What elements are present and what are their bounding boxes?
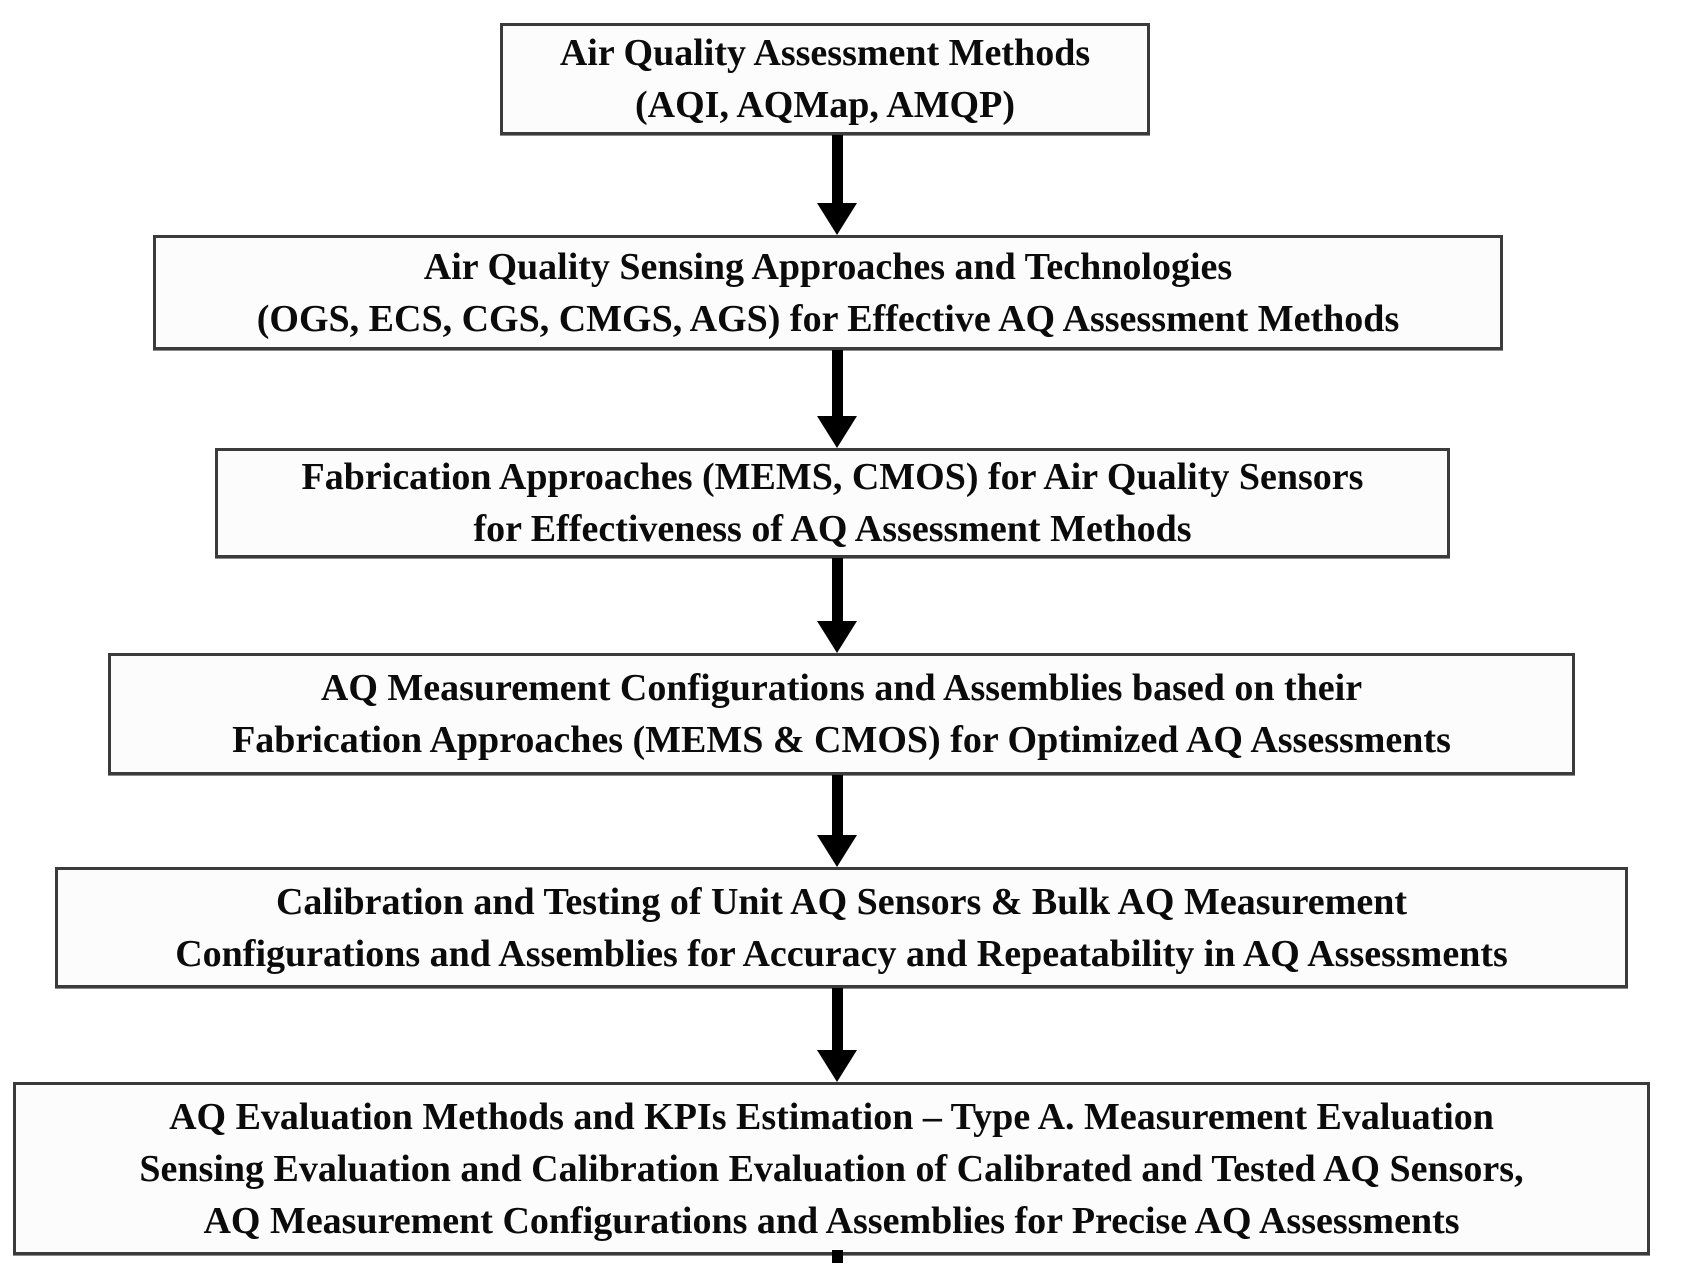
arrow-head-icon — [817, 203, 857, 235]
flow-arrow-1 — [817, 135, 857, 235]
flow-node-calibration-and-testing — [55, 867, 1628, 988]
arrow-shaft — [832, 775, 843, 841]
flow-node-aq-sensing-approaches — [153, 235, 1503, 350]
arrow-head-icon — [817, 835, 857, 867]
node-text-line: for Effectiveness of AQ Assessment Methods — [473, 508, 1192, 550]
arrow-shaft — [832, 988, 843, 1056]
flow-node-aq-assessment-methods — [500, 23, 1150, 135]
flow-arrow-3 — [817, 558, 857, 653]
arrow-head-icon — [817, 1050, 857, 1082]
node-text-line: Fabrication Approaches (MEMS & CMOS) for Optimized AQ Assessments — [232, 719, 1451, 761]
flow-node-aq-measurement-configurations — [108, 653, 1575, 775]
node-text-line: AQ Measurement Configurations and Assemblies based on their — [320, 667, 1363, 709]
node-text-line: Fabrication Approaches (MEMS, CMOS) for Air Quality Sensors — [301, 456, 1364, 498]
arrow-shaft — [832, 350, 843, 422]
flow-arrow-5 — [817, 988, 857, 1082]
node-text-line: (AQI, AQMap, AMQP) — [635, 84, 1015, 126]
node-text-line: Sensing Evaluation and Calibration Evaluation of Calibrated and Tested AQ Sensors, — [139, 1147, 1524, 1190]
arrow-shaft — [832, 135, 843, 209]
flow-arrow-4 — [817, 775, 857, 867]
flow-arrow-2 — [817, 350, 857, 448]
arrow-head-icon — [817, 416, 857, 448]
flow-node-fabrication-approaches — [215, 448, 1450, 558]
flow-node-aq-evaluation-methods — [13, 1082, 1650, 1255]
node-text-line: AQ Evaluation Methods and KPIs Estimation – Type A. Measurement Evaluation — [169, 1095, 1494, 1138]
node-text-line: (OGS, ECS, CGS, CMGS, AGS) for Effective AQ Assessment Methods — [256, 297, 1400, 340]
node-text-line: AQ Measurement Configurations and Assemblies for Precise AQ Assessments — [203, 1199, 1460, 1242]
arrow-stub — [832, 1250, 843, 1263]
arrow-shaft — [832, 558, 843, 627]
node-text-line: Air Quality Sensing Approaches and Technologies — [423, 245, 1233, 288]
arrow-head-icon — [817, 621, 857, 653]
node-text-line: Calibration and Testing of Unit AQ Sensors & Bulk AQ Measurement — [275, 880, 1407, 923]
node-text-line: Air Quality Assessment Methods — [559, 32, 1091, 74]
node-text-line: Configurations and Assemblies for Accuracy and Repeatability in AQ Assessments — [175, 932, 1508, 975]
